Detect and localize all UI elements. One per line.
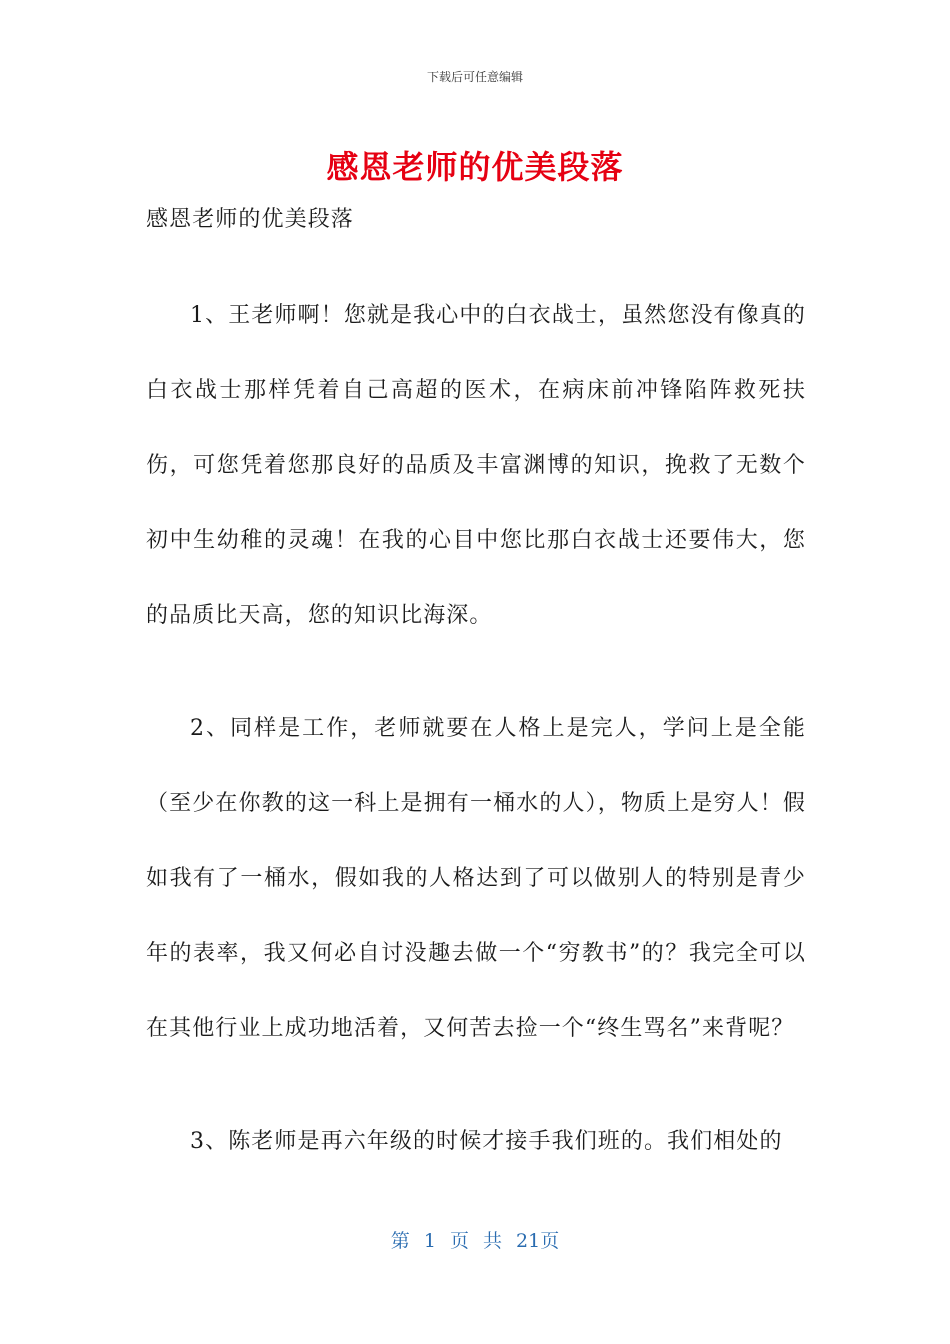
document-subtitle: 感恩老师的优美段落 [146,207,354,232]
document-body [146,200,806,1179]
paragraph-3: 3、陈老师是再六年级的时候才接手我们班的。我们相处的 [190,1129,783,1154]
page-footer: 第 1 页 共 21页 [390,1230,560,1252]
document-title: 感恩老师的优美段落 [326,148,624,186]
paragraph-1: 1、王老师啊！您就是我心中的白衣战士，虽然您没有像真的白衣战士那样凭着自己高超的医术，在病床前冲锋陷阵救死扶伤，可您凭着您那良好的品质及丰富渊博的知识，挽救了无数个初中生幼稚的灵魂！在我的心目中您比那白衣战士还要伟大，您的品质比天高，您的知识比海深。 [146,303,806,628]
paragraph-2: 2、同样是工作，老师就要在人格上是完人，学问上是全能（至少在你教的这一科上是拥有一桶水的人），物质上是穷人！假如我有了一桶水，假如我的人格达到了可以做别人的特别是青少年的表率，我又何必自讨没趣去做一个“穷教书”的？我完全可以在其他行业上成功地活着，又何苦去捡一个“终生骂名”来背呢？ [146,716,806,1041]
header-note: 下载后可任意编辑 [426,70,523,84]
